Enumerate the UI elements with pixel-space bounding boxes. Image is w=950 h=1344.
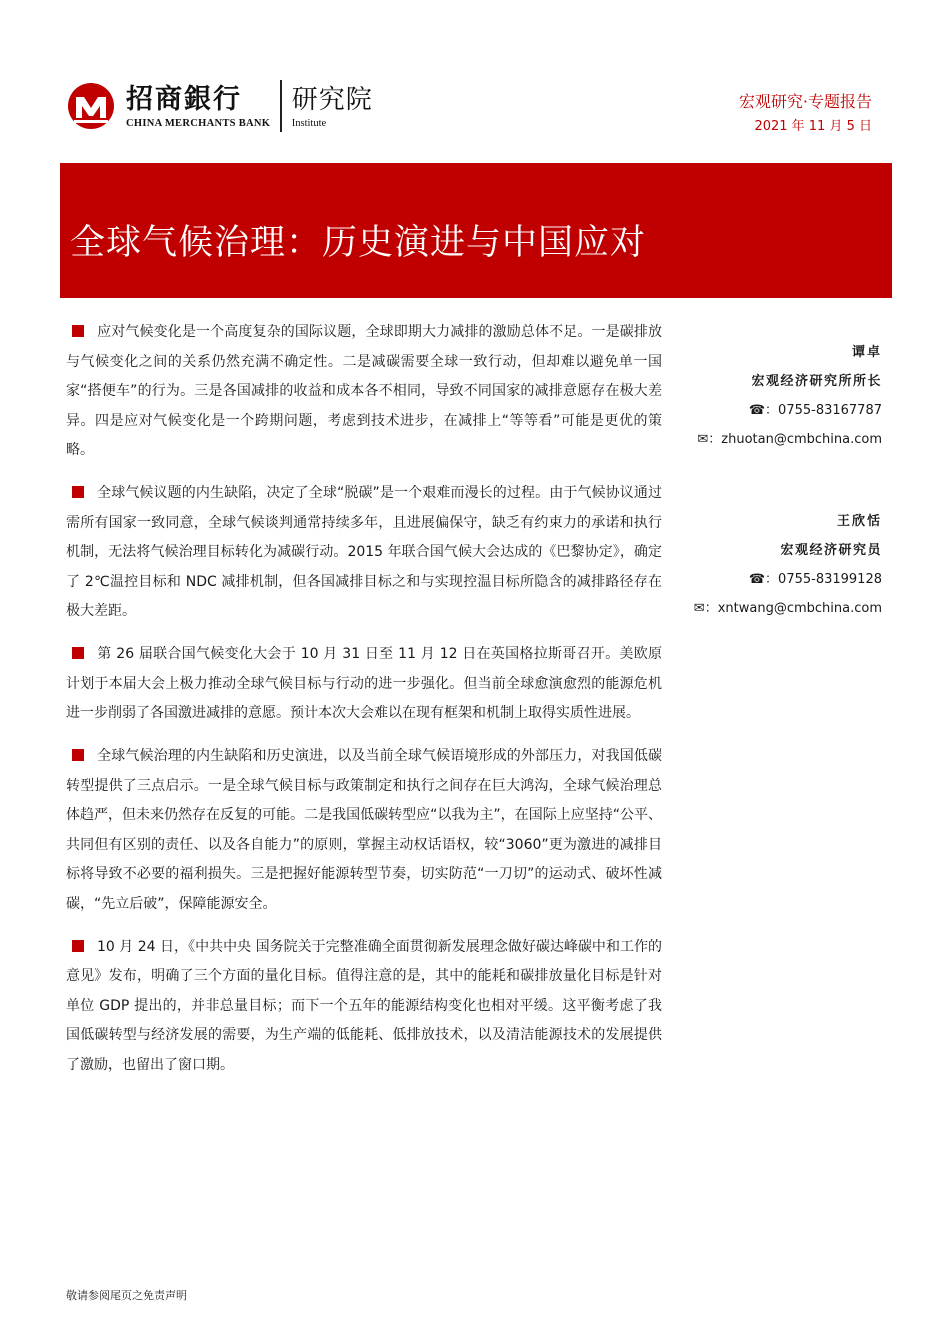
- author-email[interactable]: [662, 425, 882, 454]
- paragraph-text: 全球气候治理的内生缺陷和历史演进，以及当前全球气候语境形成的外部压力，对我国低碳转型提供了三点启示。一是全球气候目标与政策制定和执行之间存在巨大鸿沟，全球气候治理总体趋严，但未来仍然存在反复的可能。二是我国低碳转型应“以我为主”，在国际上应坚持“公平、共同但有区别的责任、以及各自能力”的原则，掌握主动权话语权，较“3060”更为激进的减排目标将导致不必要的福利损失。三是把握好能源转型节奏，切实防范“一刀切”的运动式、破坏性减碳，“先立后破”，保障能源安全。: [66, 748, 662, 912]
- phone-number: 0755-83199128: [778, 572, 882, 587]
- author-title: 宏观经济研究员: [780, 543, 882, 558]
- author-title: 宏观经济研究所所长: [751, 374, 882, 389]
- red-square-bullet-icon: [72, 940, 84, 952]
- disclaimer-note: 敬请参阅尾页之免责声明: [66, 1289, 187, 1302]
- paragraph-text: 应对气候变化是一个高度复杂的国际议题，全球即期大力减排的激励总体不足。一是碳排放与气候变化之间的关系仍然充满不确定性。二是减碳需要全球一致行动，但却难以避免单一国家“搭便车”的行为。三是各国减排的收益和成本各不相同，导致不同国家的减排意愿存在极大差异。四是应对气候变化是一个跨期问题，考虑到技术进步，在减排上“等等看”可能是更优的策略。: [66, 324, 662, 458]
- summary-paragraph: [66, 318, 662, 466]
- cmb-logo-icon: [66, 81, 116, 131]
- phone-icon: ☎：: [748, 572, 779, 587]
- envelope-icon: ✉：: [693, 601, 718, 616]
- red-square-bullet-icon: [72, 486, 84, 498]
- spacer: [662, 454, 882, 507]
- phone-number: 0755-83167787: [778, 403, 882, 418]
- summary-paragraph: [66, 742, 662, 919]
- author-phone: [662, 396, 882, 425]
- brand-logo: [66, 80, 373, 132]
- email-address[interactable]: xntwang@cmbchina.com: [717, 601, 882, 616]
- author-card: [662, 507, 882, 623]
- logo-divider: [280, 80, 282, 132]
- brand-name-cn: 招商銀行: [126, 83, 242, 115]
- author-name: 王欣恬: [836, 514, 882, 529]
- institute-name-cn: 研究院: [291, 84, 373, 115]
- author-name: 谭卓: [851, 345, 882, 360]
- author-phone: [662, 565, 882, 594]
- author-card: [662, 338, 882, 454]
- summary-paragraph: [66, 640, 662, 729]
- summary-body: [66, 318, 662, 1094]
- red-square-bullet-icon: [72, 647, 84, 659]
- phone-icon: ☎：: [748, 403, 779, 418]
- paragraph-text: 全球气候议题的内生缺陷，决定了全球“脱碳”是一个艰难而漫长的过程。由于气候协议通过需所有国家一致同意，全球气候谈判通常持续多年，且进展偏保守，缺乏有约束力的承诺和执行机制，无法将气候治理目标转化为减碳行动。2015 年联合国气候大会达成的《巴黎协定》，确定了 2℃温控目标和 NDC 减排机制，但各国减排目标之和与实现控温目标所隐含的减排路径存在极大差距。: [66, 485, 662, 619]
- email-address[interactable]: zhuotan@cmbchina.com: [721, 432, 882, 447]
- summary-paragraph: [66, 479, 662, 627]
- author-panel: [662, 338, 882, 623]
- report-type: 宏观研究·专题报告: [738, 92, 872, 111]
- red-square-bullet-icon: [72, 749, 84, 761]
- paragraph-text: 10 月 24 日，《中共中央 国务院关于完整准确全面贯彻新发展理念做好碳达峰碳中和工作的意见》发布，明确了三个方面的量化目标。值得注意的是，其中的能耗和碳排放量化目标是针对单位 GDP 提出的，并非总量目标；而下一个五年的能源结构变化也相对平缓。这平衡考虑了我国低碳转型与经济发展的需要，为生产端的低能耗、低排放技术，以及清洁能源技术的发展提供了激励，也留出了窗口期。: [66, 938, 662, 1073]
- brand-name-en: CHINA MERCHANTS BANK: [126, 117, 271, 129]
- author-email[interactable]: [662, 594, 882, 623]
- paragraph-text: 第 26 届联合国气候变化大会于 10 月 31 日至 11 月 12 日在英国格拉斯哥召开。美欧原计划于本届大会上极力推动全球气候目标与行动的进一步强化。但当前全球愈演愈烈的能源危机进一步削弱了各国激进减排的意愿。预计本次大会难以在现有框架和机制上取得实质性进展。: [66, 646, 662, 721]
- report-title: 全球气候治理：历史演进与中国应对: [70, 223, 647, 263]
- red-square-bullet-icon: [72, 325, 84, 337]
- institute-name-en: Institute: [291, 117, 327, 129]
- summary-paragraph: [66, 933, 662, 1081]
- page-header: [0, 0, 950, 160]
- title-banner: [60, 163, 892, 298]
- envelope-icon: ✉：: [697, 432, 722, 447]
- report-date: 2021 年 11 月 5 日: [754, 119, 872, 134]
